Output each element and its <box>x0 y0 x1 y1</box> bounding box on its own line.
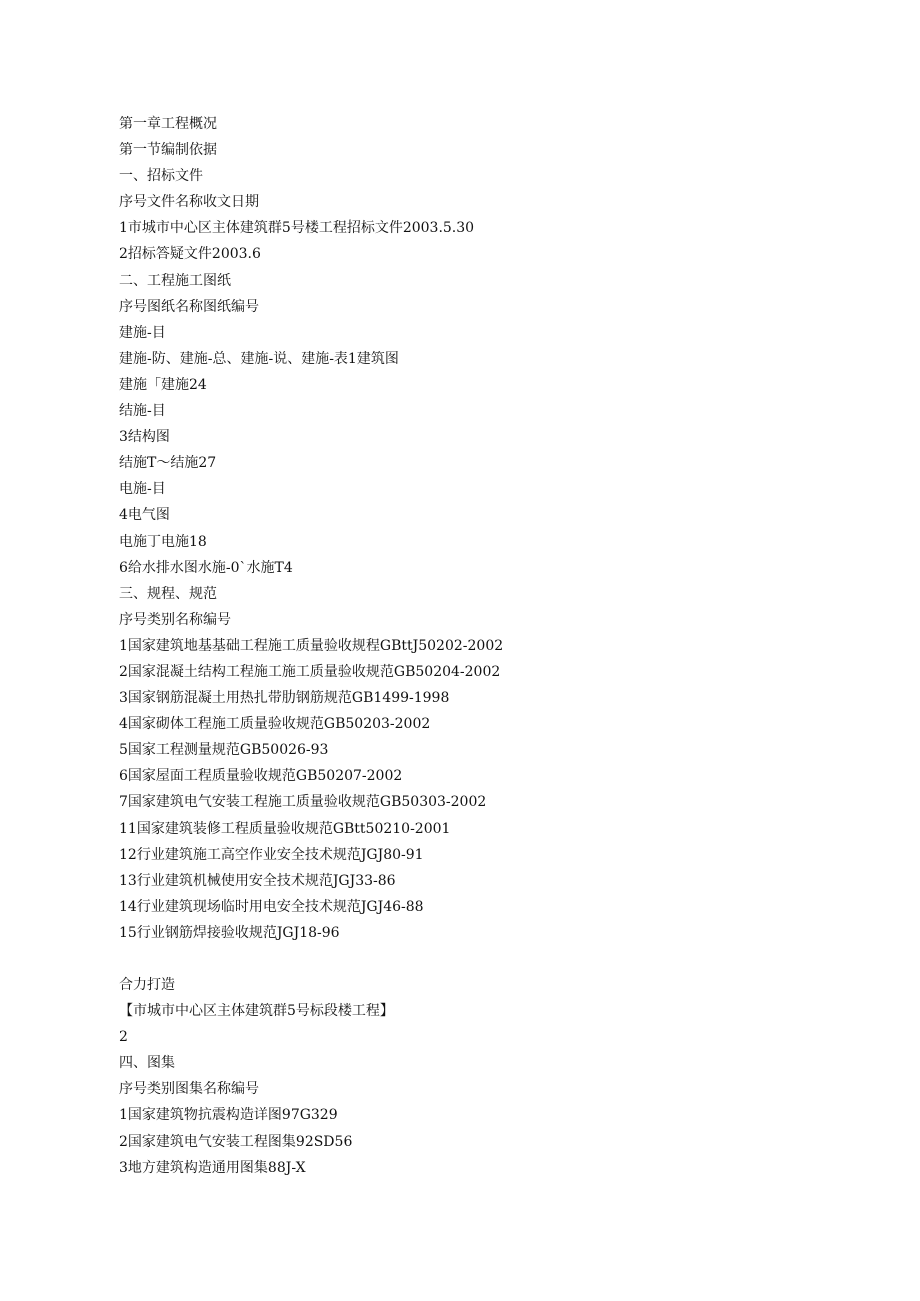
list-item: 4电气图 <box>119 507 170 524</box>
list-item: 14行业建筑现场临时用电安全技术规范JGJ46-88 <box>119 898 424 915</box>
document-body <box>119 111 879 1181</box>
list-item: 2招标答疑文件2003.6 <box>119 246 261 263</box>
table-header: 序号类别名称编号 <box>119 611 231 628</box>
list-item: 3结构图 <box>119 429 170 446</box>
section-title: 第一节编制依据 <box>119 142 217 159</box>
table-header: 序号文件名称收文日期 <box>119 194 259 211</box>
list-item: 2国家混凝土结构工程施工施工质量验收规范GB50204-2002 <box>119 663 501 680</box>
list-item: 建施-防、建施-总、建施-说、建施-表1建筑图 <box>119 350 399 367</box>
list-item: 12行业建筑施工高空作业安全技术规范JGJ80-91 <box>119 846 424 863</box>
section-atlas <box>119 972 879 1181</box>
list-item: 建施-目 <box>119 324 166 341</box>
subsection-heading: 一、招标文件 <box>119 168 203 185</box>
list-item: 结施T～结施27 <box>119 455 217 472</box>
section-basis <box>119 111 879 946</box>
list-item: 1国家建筑地基基础工程施工质量验收规程GBttJ50202-2002 <box>119 637 504 654</box>
page-number: 2 <box>119 1029 128 1046</box>
list-item: 1国家建筑物抗震构造详图97G329 <box>119 1107 338 1124</box>
list-item: 2国家建筑电气安装工程图集92SD56 <box>119 1133 353 1150</box>
list-item: 6国家屋面工程质量验收规范GB50207-2002 <box>119 768 403 785</box>
project-name: 【市城市中心区主体建筑群5号标段楼工程】 <box>119 1003 394 1020</box>
list-item: 15行业钢筋焊接验收规范JGJ18-96 <box>119 924 340 941</box>
list-item: 11国家建筑装修工程质量验收规范GBtt50210-2001 <box>119 820 451 837</box>
subsection-heading: 二、工程施工图纸 <box>119 272 231 289</box>
subsection-heading: 三、规程、规范 <box>119 585 217 602</box>
footer-tagline: 合力打造 <box>119 977 175 993</box>
list-item: 电施丁电施18 <box>119 533 207 550</box>
chapter-title: 第一章工程概况 <box>119 116 217 132</box>
list-item: 1市城市中心区主体建筑群5号楼工程招标文件2003.5.30 <box>119 220 475 237</box>
list-item: 建施「建施24 <box>119 376 207 393</box>
list-item: 7国家建筑电气安装工程施工质量验收规范GB50303-2002 <box>119 794 487 811</box>
list-item: 3国家钢筋混凝土用热扎带肋钢筋规范GB1499-1998 <box>119 690 450 707</box>
list-item: 4国家砌体工程施工质量验收规范GB50203-2002 <box>119 716 431 733</box>
list-item: 6给水排水图水施-0`水施T4 <box>119 559 293 576</box>
list-item: 电施-目 <box>119 481 166 498</box>
section-gap <box>119 946 879 972</box>
list-item: 5国家工程测量规范GB50026-93 <box>119 742 329 759</box>
table-header: 序号类别图集名称编号 <box>119 1081 259 1098</box>
subsection-heading: 四、图集 <box>119 1055 175 1072</box>
list-item: 结施-目 <box>119 403 166 420</box>
list-item: 3地方建筑构造通用图集88J-X <box>119 1159 306 1176</box>
table-header: 序号图纸名称图纸编号 <box>119 298 259 315</box>
list-item: 13行业建筑机械使用安全技术规范JGJ33-86 <box>119 872 396 889</box>
